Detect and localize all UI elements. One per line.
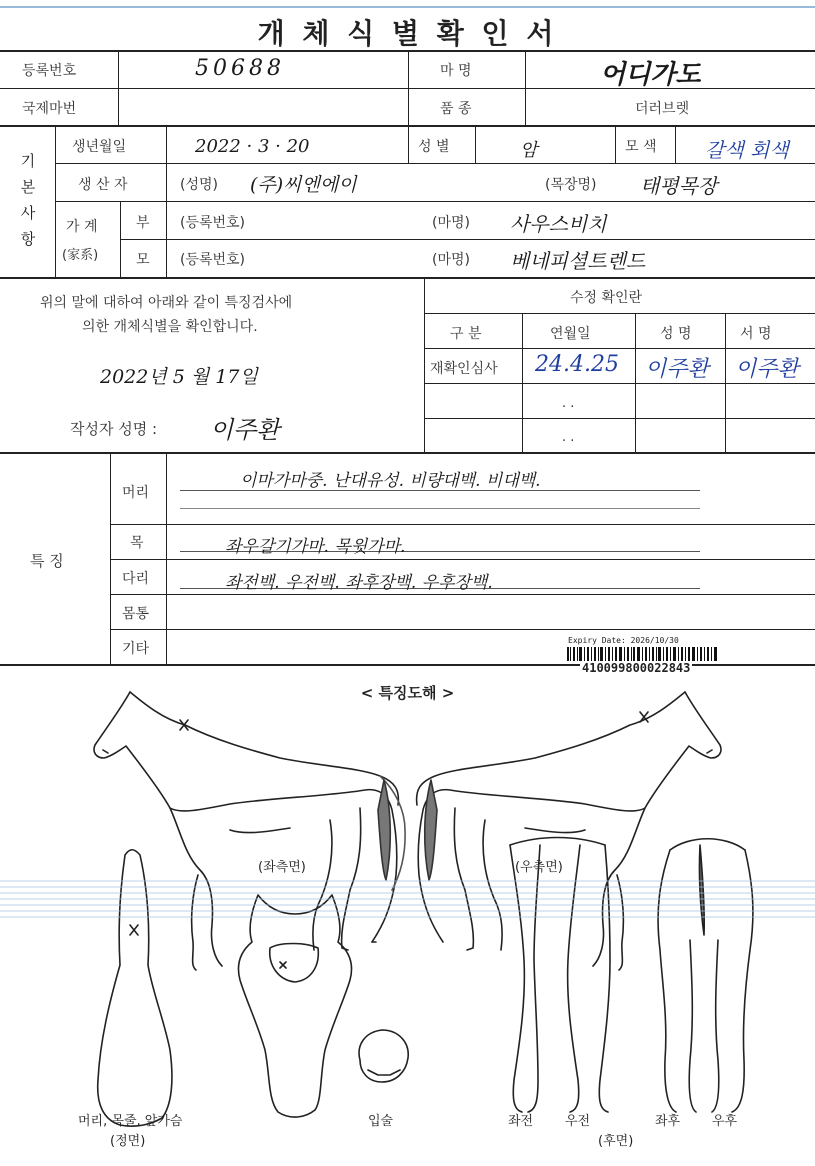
sire-label: 부: [136, 215, 150, 231]
basic-section-label: 기 본 사 항: [20, 152, 36, 248]
muzzle-caption: 입술: [368, 1114, 394, 1129]
reg-no-label: 등록번호: [22, 63, 77, 79]
front-caption: 머리, 목줄, 앞가슴: [78, 1114, 183, 1129]
farm-value: 태평목장: [640, 174, 718, 198]
revision-row-sign: 이주환: [735, 357, 799, 382]
pedigree-sub: (家系): [62, 248, 99, 263]
producer-name-value: (주)씨엔에이: [250, 174, 357, 196]
revision-row-date: 24.4.25: [535, 352, 619, 377]
dam-name-value: 베네피셜트렌드: [510, 249, 646, 273]
scan-top-line: [0, 6, 815, 8]
revision-title: 수정 확인란: [570, 290, 643, 306]
birth-value: 2022 · 3 · 20: [195, 136, 310, 157]
confirm-date: 2022년 5 월 17일: [100, 366, 258, 388]
legs-label: 다리: [122, 571, 150, 587]
revision-header-type: 구 분: [450, 326, 482, 342]
front-left-caption: 좌전: [508, 1114, 534, 1129]
right-side-horse-icon: [417, 692, 721, 970]
head-label: 머리: [122, 485, 150, 501]
revision-header-date: 연월일: [550, 326, 591, 342]
intl-no-label: 국제마번: [22, 101, 77, 117]
revision-row-date: . .: [562, 396, 575, 411]
diagram-title: < 특징도해 >: [360, 684, 455, 702]
confirm-text-1: 위의 말에 대하여 아래와 같이 특징검사에: [40, 295, 293, 311]
producer-label: 생 산 자: [78, 177, 128, 193]
dam-reg-label: (등록번호): [180, 252, 246, 268]
color-value: 갈색 회색: [705, 138, 789, 162]
document-title: 개 체 식 별 확 인 서: [257, 17, 558, 50]
confirm-text-2: 의한 개체식별을 확인합니다.: [82, 319, 258, 335]
revision-row-name: 이주환: [645, 357, 709, 382]
sex-value: 암: [520, 140, 538, 161]
revision-row-type: 재확인심사: [430, 361, 498, 377]
front-caption-sub: (정면): [110, 1134, 146, 1149]
horse-name-value: 어디가도: [600, 60, 701, 90]
breed-value: 더러브렛: [635, 101, 690, 117]
hind-right-caption: 우후: [712, 1114, 738, 1129]
dam-label: 모: [136, 252, 150, 268]
dam-name-label: (마명): [432, 252, 470, 268]
producer-name-label: (성명): [180, 177, 218, 193]
revision-header-sign: 서 명: [740, 326, 772, 342]
legs-value: 좌전백. 우전백. 좌후장백. 우후장백.: [225, 573, 493, 593]
other-label: 기타: [122, 641, 150, 657]
neck-value: 좌우갈기가마. 목윗가마.: [225, 537, 406, 557]
neck-label: 목: [130, 535, 144, 551]
rear-caption: (후면): [598, 1134, 634, 1149]
left-side-caption: (좌측면): [258, 860, 306, 875]
writer-signature: 이주환: [210, 416, 280, 444]
scan-band-artifact: [0, 880, 815, 920]
color-label: 모 색: [625, 139, 657, 155]
barcode: [567, 647, 719, 661]
reg-no-value: 50688: [195, 56, 285, 81]
hind-left-caption: 좌후: [655, 1114, 681, 1129]
farm-label: (목장명): [545, 177, 597, 193]
right-side-caption: (우측면): [515, 860, 563, 875]
muzzle-icon: [359, 1030, 408, 1082]
features-label: 특 징: [30, 552, 64, 570]
birth-label: 생년월일: [72, 139, 127, 155]
sire-reg-label: (등록번호): [180, 215, 246, 231]
writer-label: 작성자 성명 :: [70, 420, 158, 438]
breed-label: 품 종: [440, 101, 472, 117]
horse-diagram: [0, 680, 815, 1160]
barcode-number: 410099800022843: [582, 661, 691, 675]
body-label: 몸통: [122, 606, 150, 622]
sire-name-value: 사우스비치: [510, 212, 607, 236]
expiry-label: Expiry Date: 2026/10/30: [568, 636, 679, 645]
revision-header-name: 성 명: [660, 326, 692, 342]
sex-label: 성 별: [418, 139, 450, 155]
head-value: 이마가마중. 난대유성. 비량대백. 비대백.: [240, 471, 541, 491]
pedigree-label: 가 계: [66, 219, 98, 235]
sire-name-label: (마명): [432, 215, 470, 231]
front-legs-icon: [510, 838, 610, 1113]
revision-row-date: . .: [562, 430, 575, 445]
head-front-icon: [239, 895, 352, 1117]
name-label: 마 명: [440, 63, 472, 79]
front-right-caption: 우전: [565, 1114, 591, 1129]
